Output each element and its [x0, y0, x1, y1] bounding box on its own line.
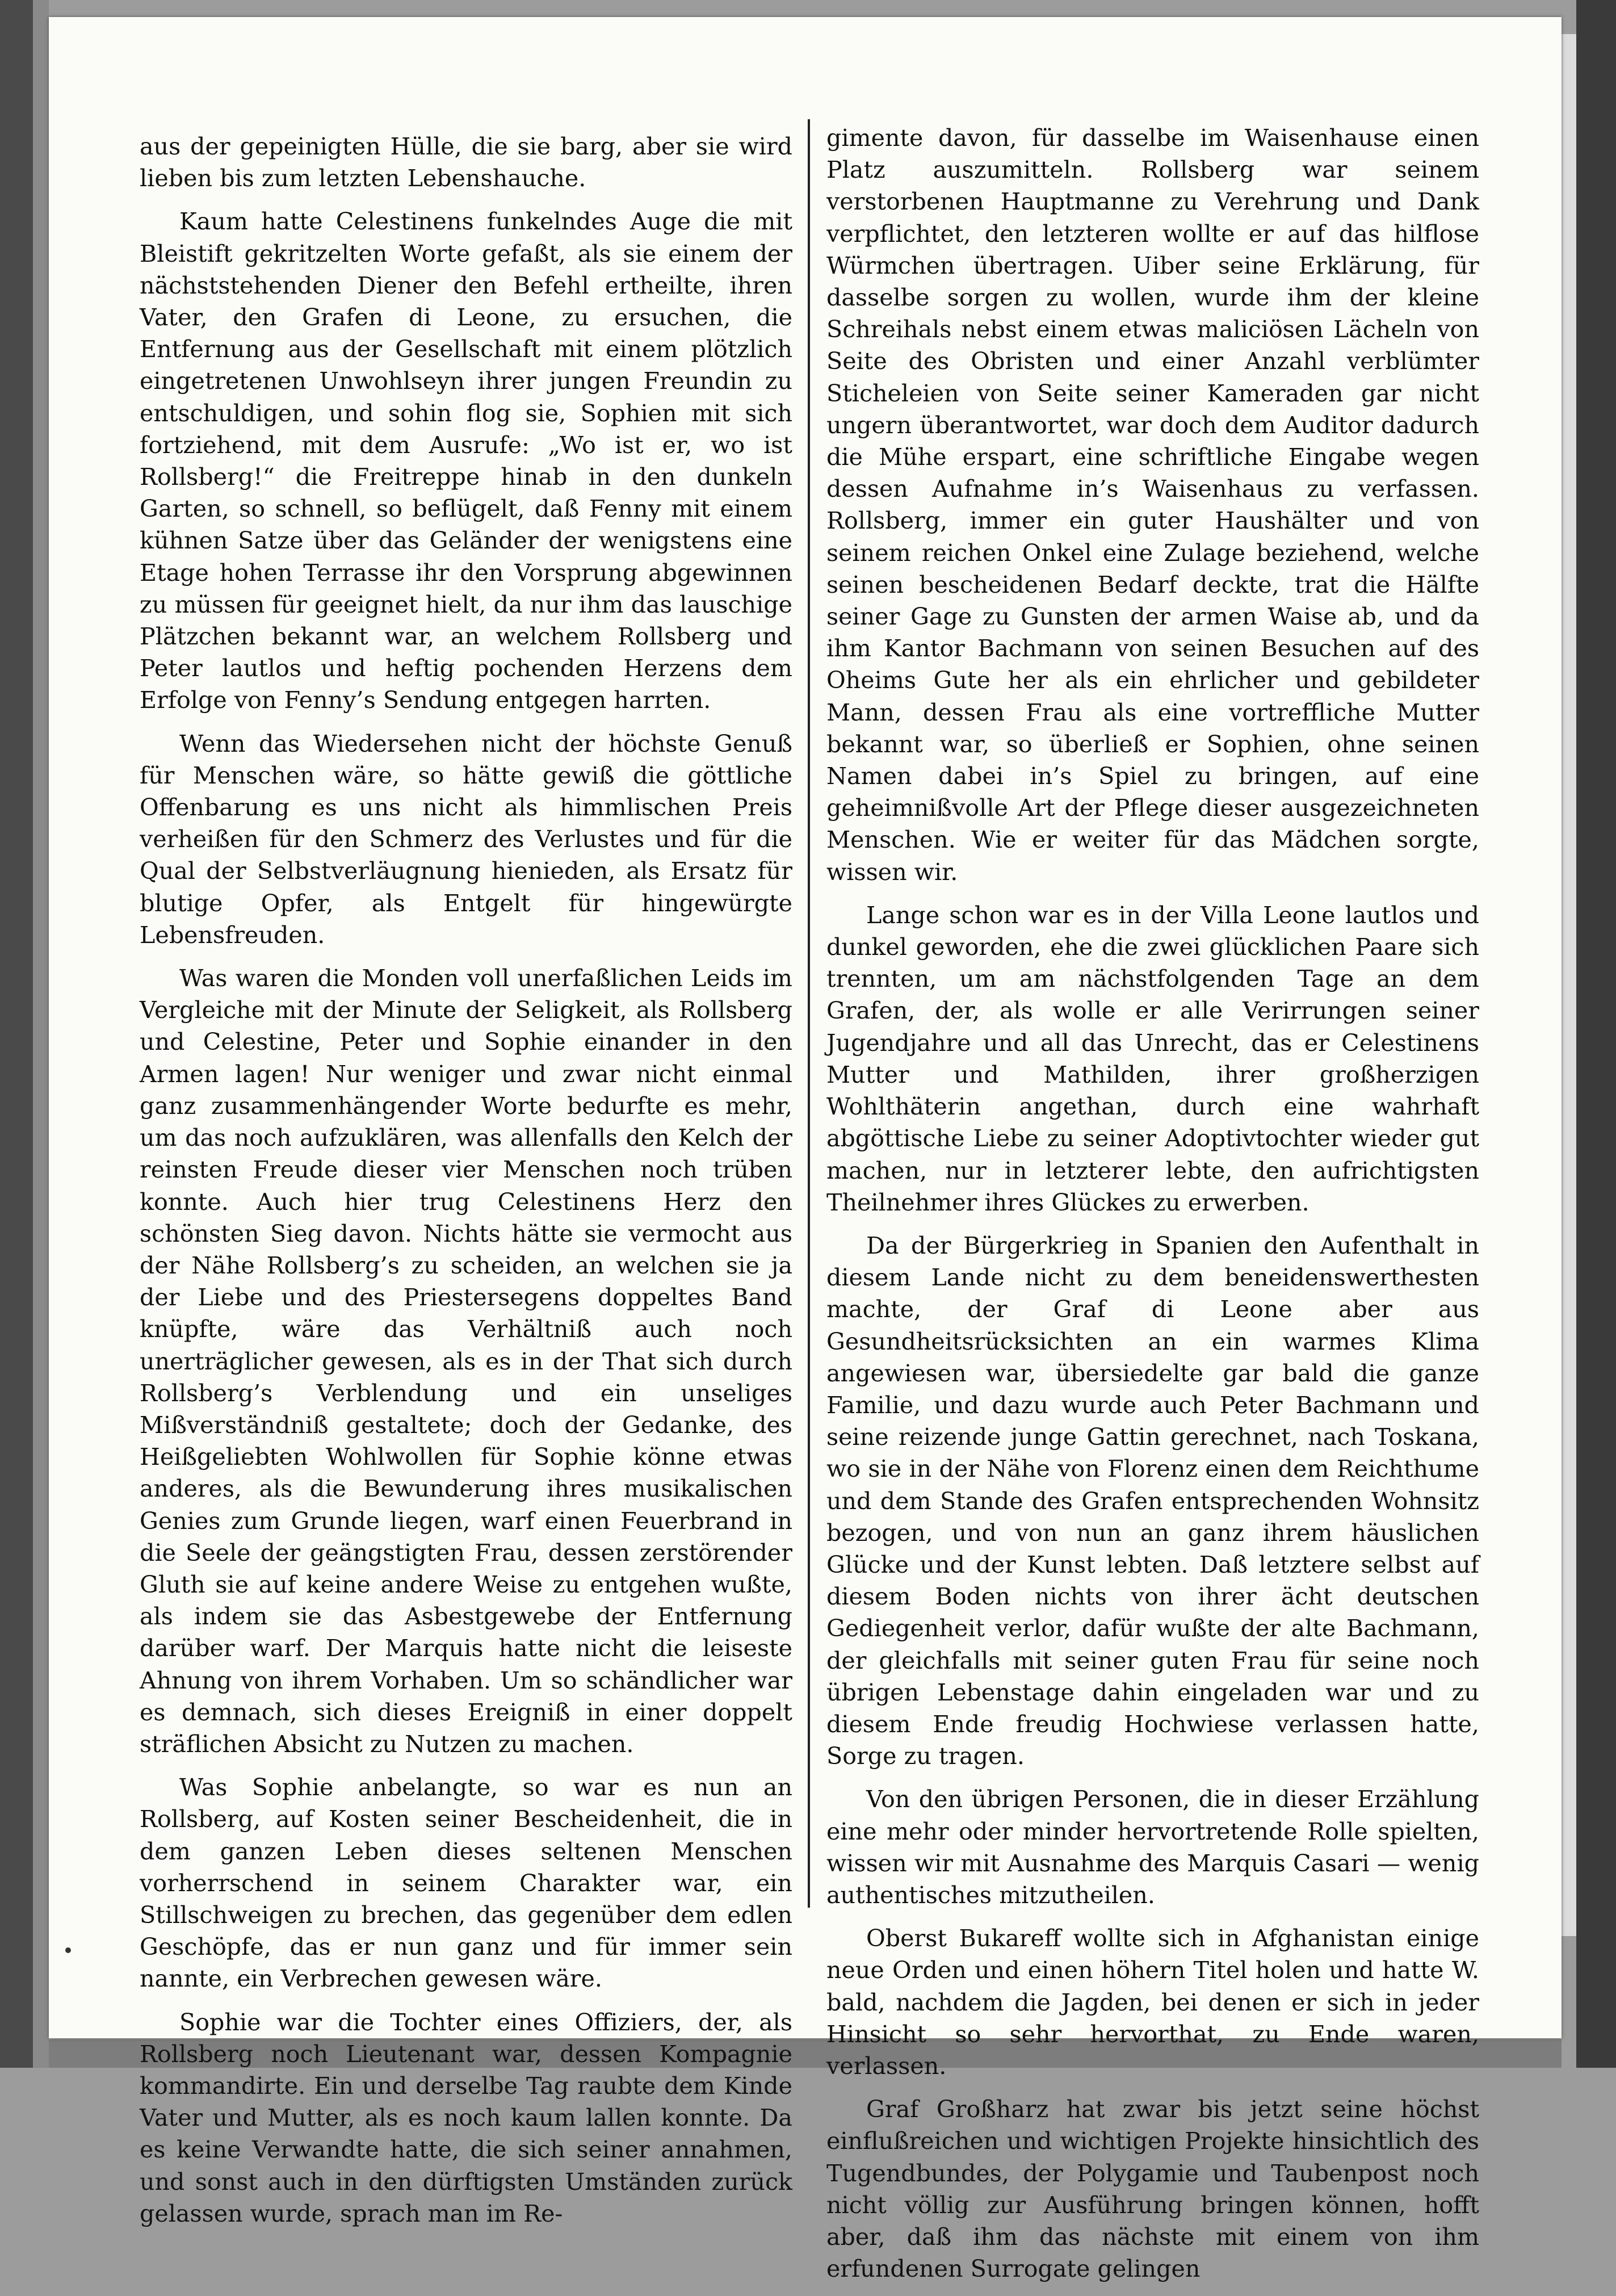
- right-column: [826, 122, 1479, 2296]
- paragraph: Da der Bürgerkrieg in Spanien den Aufenthalt in diesem Lande nicht zu dem beneidenswerthesten machte, der Graf di Leone aber aus Gesundheitsrücksichten an ein warmes Klima angewiesen war, übersiedelte gar bald die ganze Familie, und dazu wurde auch Peter Bachmann und seine reizende junge Gattin gerechnet, nach Toskana, wo sie in der Nähe von Florenz einen dem Reichthume und dem Stande des Grafen entsprechenden Wohnsitz bezogen, und von nun an ganz ihrem häuslichen Glücke und der Kunst lebten. Daß letztere selbst auf diesem Boden nichts von ihrer ächt deutschen Gediegenheit verlor, dafür wußte der alte Bachmann, der gleichfalls mit seiner guten Frau für seine noch übrigen Lebenstage dahin eingeladen war und zu diesem Ende freudig Hochwiese verlassen hatte, Sorge zu tragen.: [826, 1231, 1479, 1770]
- paragraph: Graf Großharz hat zwar bis jetzt seine höchst einflußreichen und wichtigen Projekte hinsichtlich des Tugendbundes, der Polygamie und Taubenpost noch nicht völlig zur Ausführung bringen können, hofft aber, daß ihm das nächste mit einem von ihm erfundenen Surrogate gelingen: [826, 2096, 1479, 2283]
- scan-left-border: [0, 0, 33, 2068]
- paragraph: Was waren die Monden voll unerfaßlichen Leids im Vergleiche mit der Minute der Seligkeit, als Rollsberg und Celestine, Peter und Sophie einander in den Armen lagen! Nur weniger und zwar nicht einmal ganz zusammenhängender Worte bedurfte es mehr, um das noch aufzuklären, was allenfalls den Kelch der reinsten Freude dieser vier Menschen noch trüben konnte. Auch hier trug Celestinens Herz den schönsten Sieg davon. Nichts hätte sie vermocht aus der Nähe Rollsberg’s zu scheiden, an welchen sie ja der Liebe und des Priestersegens doppeltes Band knüpfte, wäre das Verhältniß auch noch unerträglicher gewesen, als es in der That sich durch Rollsberg’s Verblendung und ein unseliges Mißverständniß gestaltete; doch der Gedanke, des Heißgeliebten Wohlwollen für Sophie könne etwas anderes, als die Bewunderung ihres musikalischen Genies zum Grunde liegen, warf einen Feuerbrand in die Seele der geängstigten Frau, dessen zerstörender Gluth sie auf keine andere Weise zu entgehen wußte, als indem sie das Asbestgewebe der Entfernung darüber warf. Der Marquis hatte nicht die leiseste Ahnung von ihrem Vorhaben. Um so schändlicher war es demnach, sich dieses Ereigniß in einer doppelt sträflichen Absicht zu Nutzen zu machen.: [140, 965, 792, 1758]
- book-page: [49, 17, 1562, 2283]
- paragraph: Sophie war die Tochter eines Offiziers, der, als Rollsberg noch Lieutenant war, dessen Kompagnie kommandirte. Ein und derselbe Tag raubte dem Kinde Vater und Mutter, als es noch kaum lallen konnte. Da es keine Verwandte hatte, die sich seiner annahmen, und sonst auch in den dürftigsten Umständen zurück gelassen wurde, sprach man im Re-: [140, 2008, 792, 2227]
- paragraph: Wenn das Wiedersehen nicht der höchste Genuß für Menschen wäre, so hätte gewiß die göttliche Offenbarung es uns nicht als himmlischen Preis verheißen für den Schmerz des Verlustes und für die Qual der Selbstverläugnung hienieden, als Ersatz für blutige Opfer, als Entgelt für hingewürgte Lebensfreuden.: [140, 730, 792, 949]
- ink-speck: [65, 1947, 71, 1953]
- paragraph: gimente davon, für dasselbe im Waisenhause einen Platz auszumitteln. Rollsberg war seinem verstorbenen Hauptmanne zu Verehrung und Dank verpflichtet, den letzteren wollte er auf das hilflose Würmchen übertragen. Uiber seine Erklärung, für dasselbe sorgen zu wollen, wurde ihm der kleine Schreihals nebst einem etwas maliciösen Lächeln von Seite des Obristen und einer Anzahl verblümter Sticheleien von Seite seiner Kameraden gar nicht ungern überantwortet, war doch dem Auditor dadurch die Mühe erspart, eine schriftliche Eingabe wegen dessen Aufnahme in’s Waisenhaus zu verfassen. Rollsberg, immer ein guter Haushälter und von seinem reichen Onkel eine Zulage beziehend, welche seinen bescheidenen Bedarf deckte, trat die Hälfte seiner Gage zu Gunsten der armen Waise ab, und da ihm Kantor Bachmann von seinen Besuchen auf des Oheims Gute her als ein ehrlicher und gebildeter Mann, dessen Frau als eine vortreffliche Mutter bekannt war, so überließ er Sophien, ohne seinen Namen dabei in’s Spiel zu bringen, auf eine geheimnißvolle Art der Pflege dieser ausgezeichneten Menschen. Wie er weiter für das Mädchen sorgte, wissen wir.: [826, 124, 1479, 886]
- paragraph: Lange schon war es in der Villa Leone lautlos und dunkel geworden, ehe die zwei glücklichen Paare sich trennten, um am nächstfolgenden Tage an dem Grafen, der, als wolle er alle Verirrungen seiner Jugendjahre und all das Unrecht, das er Celestinens Mutter und Mathilden, ihrer großherzigen Wohlthäterin angethan, durch eine wahrhaft abgöttische Liebe zu seiner Adoptivtochter wieder gut machen, nur in letzterer lebte, den aufrichtigsten Theilnehmer ihres Glückes zu erwerben.: [826, 901, 1479, 1216]
- left-column: [140, 131, 792, 2241]
- paragraph: aus der gepeinigten Hülle, die sie barg, aber sie wird lieben bis zum letzten Lebenshauche.: [140, 133, 792, 192]
- scan-left-margin: [33, 0, 49, 2068]
- paragraph: Kaum hatte Celestinens funkelndes Auge die mit Bleistift gekritzelten Worte gefaßt, als sie einem der nächststehenden Diener den Befehl ertheilte, ihren Vater, den Grafen di Leone, zu ersuchen, die Entfernung aus der Gesellschaft mit einem plötzlich eingetretenen Unwohlseyn ihrer jungen Freundin zu entschuldigen, und sohin flog sie, Sophien mit sich fortziehend, mit dem Ausrufe: „Wo ist er, wo ist Rollsberg!“ die Freitreppe hinab in den dunkeln Garten, so schnell, so beflügelt, daß Fenny mit einem kühnen Satze über das Geländer der wenigstens eine Etage hohen Terrasse ihr den Vorsprung abgewinnen zu müssen für geeignet hielt, da nur ihm das lauschige Plätzchen bekannt war, an welchem Rollsberg und Peter lautlos und heftig pochenden Herzens dem Erfolge von Fenny’s Sendung entgegen harrten.: [140, 208, 792, 714]
- paragraph: Oberst Bukareff wollte sich in Afghanistan einige neue Orden und einen höhern Titel holen und hatte W. bald, nachdem die Jagden, bei denen er sich in jeder Hinsicht so sehr hervorthat, zu Ende waren, verlassen.: [826, 1925, 1479, 2080]
- next-page-edge: [1562, 34, 1576, 1936]
- paragraph: Von den übrigen Personen, die in dieser Erzählung eine mehr oder minder hervortretende Rolle spielten, wissen wir mit Ausnahme des Marquis Casari — wenig authentisches mitzutheilen.: [826, 1786, 1479, 1909]
- scan-right-border: [1576, 0, 1616, 2068]
- paragraph: Was Sophie anbelangte, so war es nun an Rollsberg, auf Kosten seiner Bescheidenheit, die in dem ganzen Leben dieses seltenen Menschen vorherrschend in seinem Charakter war, ein Stillschweigen zu brechen, das gegenüber dem edlen Geschöpfe, das er nun ganz und für immer sein nannte, ein Verbrechen gewesen wäre.: [140, 1774, 792, 1993]
- column-divider: [808, 119, 810, 1908]
